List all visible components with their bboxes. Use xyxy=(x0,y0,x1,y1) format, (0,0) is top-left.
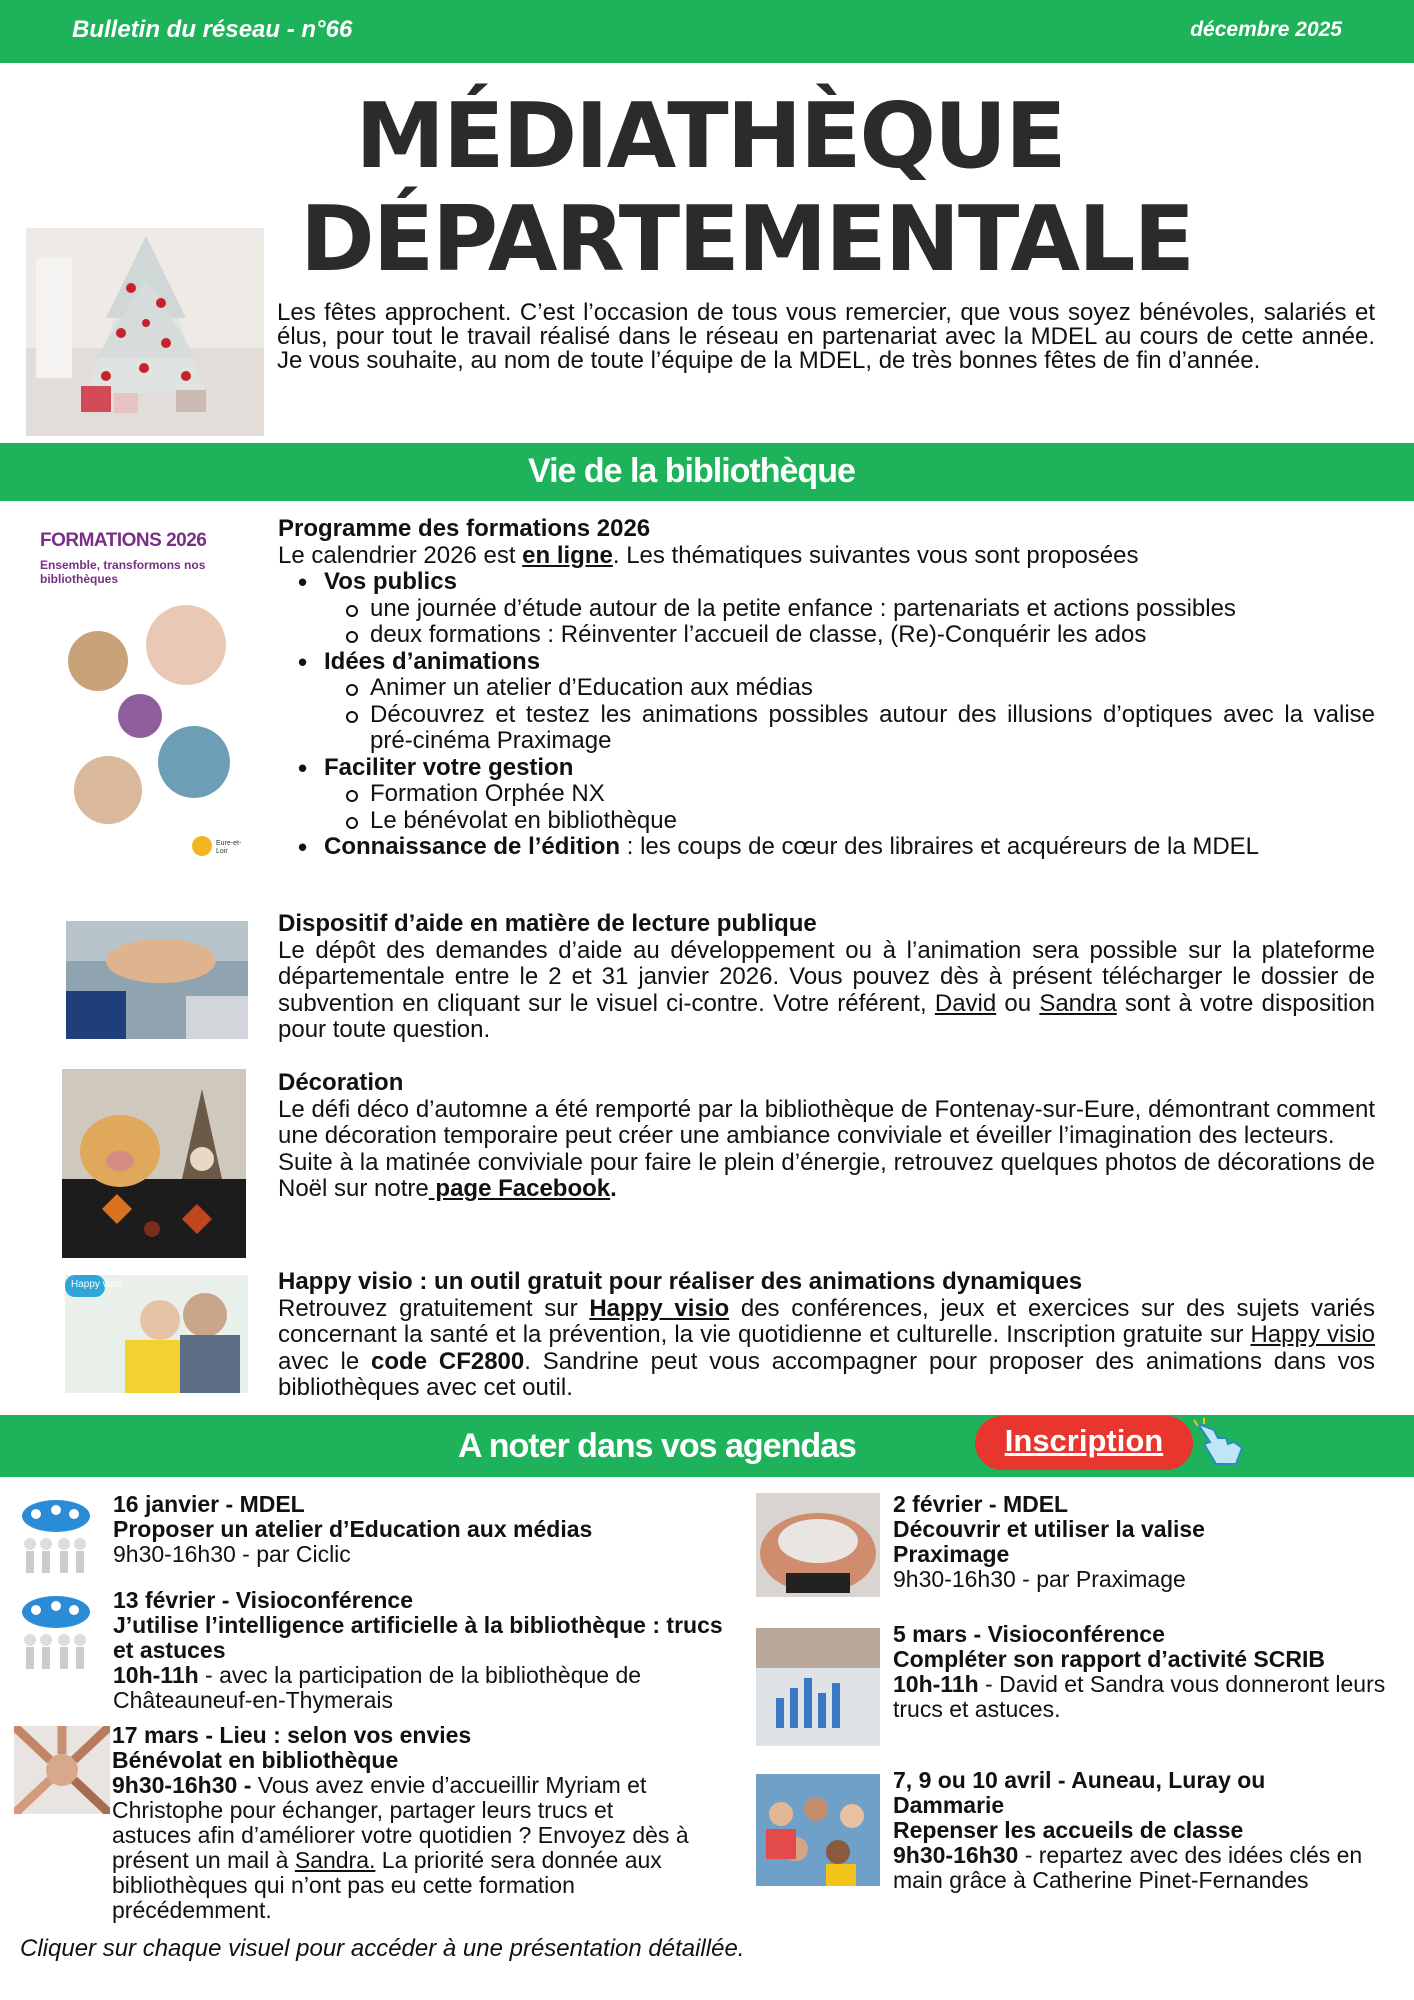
happy-visio-link[interactable]: Happy visio xyxy=(589,1294,730,1322)
subtopic-item: Animer un atelier d’Education aux médias xyxy=(344,675,1375,702)
event-title: Repenser les accueils de classe xyxy=(893,1817,1244,1843)
happy-visio-section xyxy=(278,1269,1375,1402)
event-card xyxy=(113,1492,733,1567)
footer-note: Cliquer sur chaque visuel pour accéder à une présentation détaillée. xyxy=(20,1935,745,1962)
subtopic-item: une journée d’étude autour de la petite enfance : partenariats et actions possibles xyxy=(344,596,1375,623)
section-title-agenda: A noter dans vos agendas xyxy=(458,1427,856,1465)
decoration-heading: Décoration xyxy=(278,1069,404,1096)
page-title-line1: MÉDIATHÈQUE xyxy=(355,84,1065,189)
topic-item: • Idées d’animations Animer un atelier d’Education aux médias Découvrez et testez les animations possibles autour des illusions d’optiques avec la valise pré-cinéma Praximage xyxy=(298,649,1375,755)
event-date: 16 janvier - MDEL xyxy=(113,1491,305,1517)
event-desc: 9h30-16h30 - par Praximage xyxy=(893,1566,1186,1592)
dispositif-text: Le dépôt des demandes d’aide au développement ou à l’animation sera possible sur la plateforme départementale entre le 2 et 31 janvier 2026. Vous pouvez dès à présent télécharger le dossier de subvention en cliquant sur le visuel ci-contre. Votre référent, David ou Sandra sont à votre disposition pour toute question. xyxy=(278,936,1376,1043)
event-card xyxy=(113,1588,743,1713)
event-title: Proposer un atelier d’Education aux médias xyxy=(113,1516,593,1542)
formations-cover-title: FORMATIONS 2026 xyxy=(40,530,207,551)
formations-section xyxy=(278,516,1375,861)
calendar-online-link[interactable]: en ligne xyxy=(522,541,613,569)
decoration-text1: Le défi déco d’automne a été remporté par la bibliothèque de Fontenay-sur-Eure, démontrant comment une décoration temporaire peut créer une ambiance conviviale et éveiller l’imagination des lecteurs. xyxy=(278,1095,1375,1149)
subtopic-item: Formation Orphée NX xyxy=(344,781,1375,808)
event-icon-benevolat[interactable] xyxy=(14,1726,110,1814)
event-icon-accueil-classe[interactable] xyxy=(756,1774,880,1886)
topic-item: • Faciliter votre gestion Formation Orphée NX Le bénévolat en bibliothèque xyxy=(298,755,1375,835)
event-icon-praximage[interactable] xyxy=(756,1493,880,1597)
subtopic-item: Le bénévolat en bibliothèque xyxy=(344,808,1375,835)
event-title: Découvrir et utiliser la valise Praximage xyxy=(893,1516,1205,1567)
formations-cover-subtitle: Ensemble, transformons nos bibliothèques xyxy=(40,558,206,586)
decoration-section xyxy=(278,1070,1375,1203)
event-date: 13 février - Visioconférence xyxy=(113,1587,413,1613)
pointing-hand-icon xyxy=(1190,1418,1246,1472)
topic-item: • Vos publics une journée d’étude autour de la petite enfance : partenariats et actions possibles deux formations : Réinventer l’accueil de classe, (Re)-Conquérir les ados xyxy=(298,569,1375,649)
topic-item: • Connaissance de l’édition : les coups de cœur des libraires et acquéreurs de la MDEL xyxy=(298,834,1375,861)
mail-sandra-link[interactable]: Sandra. xyxy=(294,1847,376,1873)
event-card xyxy=(112,1723,692,1923)
event-date: 17 mars - Lieu : selon vos envies xyxy=(112,1722,472,1748)
happy-visio-text: Retrouvez gratuitement sur Happy visio des conférences, jeux et exercices sur des sujets variés concernant la santé et la prévention, la vie quotidienne et culturelle. Inscription gratuite sur Happy visio avec le code CF2800. Sandrine peut vous accompagner pour proposer des animations dans vos bibliothèques avec cet outil. xyxy=(278,1294,1376,1401)
event-desc: 9h30-16h30 - par Ciclic xyxy=(113,1541,351,1567)
happy-visio-signup-link[interactable]: Happy visio xyxy=(1250,1321,1375,1348)
intro-text: Les fêtes approchent. C’est l’occasion de tous vous remercier, que vous soyez bénévoles, salariés et élus, pour tout le travail réalisé dans le réseau en partenariat avec la MDEL au cours de cette année. Je vous souhaite, au nom de toute l’équipe de la MDEL, de très bonnes fêtes de fin d’année. xyxy=(277,299,1375,374)
contact-david-link[interactable]: David xyxy=(934,989,997,1017)
bulletin-date: décembre 2025 xyxy=(1190,18,1342,41)
event-desc: 9h30-16h30 - repartez avec des idées clés en main grâce à Catherine Pinet-Fernandes xyxy=(893,1842,1363,1893)
facebook-page-link[interactable]: page Facebook xyxy=(428,1175,611,1202)
formations-cover-image[interactable] xyxy=(36,518,254,866)
dispositif-heading: Dispositif d’aide en matière de lecture publique xyxy=(278,910,817,937)
event-desc: 10h-11h - David et Sandra vous donneront leurs trucs et astuces. xyxy=(893,1671,1386,1722)
event-card xyxy=(893,1622,1403,1722)
eure-et-loir-logo: Eure-et-Loir xyxy=(216,840,242,855)
event-title: J’utilise l’intelligence artificielle à la bibliothèque : trucs et astuces xyxy=(113,1612,723,1663)
event-date: 2 février - MDEL xyxy=(893,1491,1069,1517)
section-band-library xyxy=(0,443,1414,501)
page-title-line2: DÉPARTEMENTALE xyxy=(300,187,1193,292)
happy-visio-heading: Happy visio : un outil gratuit pour réaliser des animations dynamiques xyxy=(278,1268,1083,1295)
event-card xyxy=(893,1768,1373,1893)
dispositif-section xyxy=(278,911,1375,1044)
subtopic-item: deux formations : Réinventer l’accueil de classe, (Re)-Conquérir les ados xyxy=(344,622,1375,649)
event-icon-ia[interactable] xyxy=(16,1592,96,1674)
contact-sandra-link[interactable]: Sandra xyxy=(1039,989,1117,1017)
dispositif-image[interactable] xyxy=(66,921,248,1039)
formations-intro: Le calendrier 2026 est en ligne. Les thématiques suivantes vous sont proposées xyxy=(278,541,1139,569)
event-title: Compléter son rapport d’activité SCRIB xyxy=(893,1646,1325,1672)
inscription-button[interactable]: Inscription xyxy=(975,1416,1193,1470)
decoration-text2: Suite à la matinée conviviale pour faire le plein d’énergie, retrouvez quelques photos de décorations de Noël sur notre page Facebook. xyxy=(278,1148,1375,1202)
christmas-tree-image xyxy=(26,228,264,436)
happy-visio-badge: Happy visio xyxy=(71,1279,123,1290)
event-desc: 10h-11h - avec la participation de la bibliothèque de Châteauneuf-en-Thymerais xyxy=(113,1662,642,1713)
event-date: 7, 9 ou 10 avril - Auneau, Luray ou Dammarie xyxy=(893,1767,1266,1818)
event-icon-medias[interactable] xyxy=(16,1496,96,1578)
happy-visio-image[interactable] xyxy=(65,1275,248,1393)
event-title: Bénévolat en bibliothèque xyxy=(112,1747,399,1773)
header-bar xyxy=(0,0,1414,63)
event-icon-scrib[interactable] xyxy=(756,1628,880,1746)
decoration-image[interactable] xyxy=(62,1069,246,1258)
event-desc: 9h30-16h30 - Vous avez envie d’accueillir Myriam et Christophe pour échanger, partager leurs trucs et astuces afin d’améliorer votre quotidien ? Envoyez dès à présent un mail à Sandra. La priorité sera donnée aux bibliothèques qui n’ont pas eu cette formation précédemment. xyxy=(112,1772,689,1923)
formations-heading: Programme des formations 2026 xyxy=(278,515,651,542)
event-date: 5 mars - Visioconférence xyxy=(893,1621,1165,1647)
event-card xyxy=(893,1492,1293,1592)
bulletin-number: Bulletin du réseau - n°66 xyxy=(72,16,353,43)
section-title-library: Vie de la bibliothèque xyxy=(528,452,855,490)
subtopic-item: Découvrez et testez les animations possibles autour des illusions d’optiques avec la valise pré-cinéma Praximage xyxy=(344,702,1375,755)
formations-topics-list xyxy=(298,569,1375,861)
